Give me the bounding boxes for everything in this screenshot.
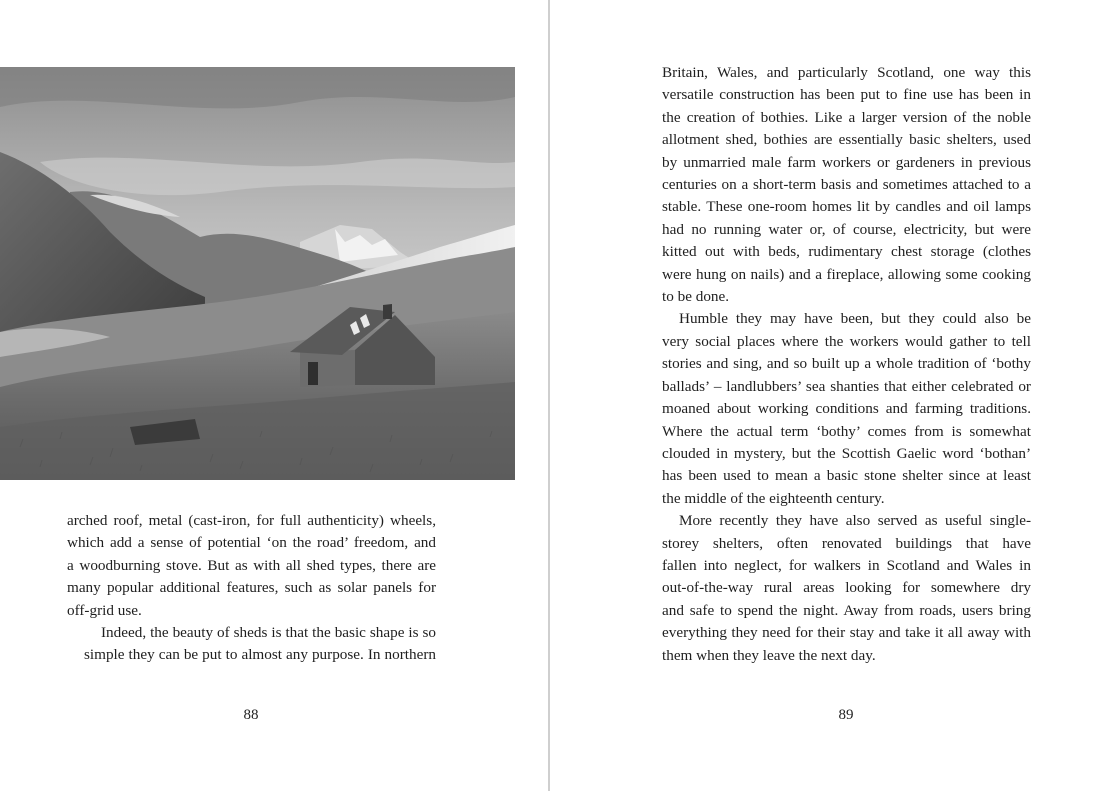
- text-line: them when they leave the next day.: [662, 646, 876, 664]
- book-gutter: [548, 0, 550, 791]
- text-line: and safe to spend the night. Away from roads, users bring: [662, 601, 1031, 619]
- text-line: stable. These one-room homes lit by candles and oil lamps: [662, 198, 1031, 216]
- text-line: allotment shed, bothies are essentially basic shelters, used: [662, 131, 1031, 149]
- text-line: Indeed, the beauty of sheds is that the basic shape is so: [101, 624, 436, 642]
- text-line: fallen into neglect, for walkers in Scotland and Wales in: [662, 556, 1031, 574]
- text-line: Where the actual term ‘bothy’ comes from is somewhat: [662, 422, 1031, 440]
- text-line: has been used to mean a basic stone shelter since at least: [662, 467, 1031, 485]
- text-line: simple they can be put to almost any purpose. In northern: [84, 646, 436, 664]
- text-line: storey shelters, often renovated buildings that have: [662, 534, 1031, 552]
- text-line: the middle of the eighteenth century.: [662, 489, 885, 507]
- text-line: ballads’ – landlubbers’ sea shanties that either celebrated or: [662, 377, 1031, 395]
- bothy-photo: [0, 67, 515, 480]
- text-line: out-of-the-way rural areas looking for somewhere dry: [662, 579, 1031, 597]
- page-number: 89: [838, 707, 854, 723]
- text-line: moaned about working conditions and farming traditions.: [662, 400, 1031, 418]
- text-line: versatile construction has been put to fine use has been in: [662, 86, 1031, 104]
- paragraph: [662, 510, 1031, 667]
- text-line: Humble they may have been, but they could also be: [679, 310, 1031, 328]
- left-page: [0, 0, 548, 791]
- text-line: More recently they have also served as useful single-: [679, 512, 1031, 530]
- paragraph: [67, 622, 436, 667]
- text-line: kitted out with beds, rudimentary chest storage (clothes: [662, 243, 1031, 261]
- text-line: had no running water or, of course, electricity, but were: [662, 220, 1031, 238]
- text-line: clouded in mystery, but the Scottish Gaelic word ‘bothan’: [662, 444, 1031, 462]
- text-line: centuries on a short-term basis and sometimes attached to a: [662, 176, 1031, 194]
- right-page: [551, 0, 1100, 791]
- text-line: which add a sense of potential ‘on the road’ freedom, and: [67, 534, 436, 552]
- text-line: stories and sing, and so built up a whole tradition of ‘bothy: [662, 355, 1031, 373]
- left-body-text: [67, 510, 436, 667]
- paragraph: [662, 308, 1031, 510]
- text-line: everything they need for their stay and take it all away with: [662, 624, 1031, 642]
- text-line: the creation of bothies. Like a larger version of the noble: [662, 108, 1031, 126]
- text-line: to be done.: [662, 288, 730, 306]
- text-line: were hung on nails) and a fireplace, allowing some cooking: [662, 265, 1031, 283]
- text-line: many popular additional features, such as solar panels for: [67, 579, 436, 597]
- text-line: Britain, Wales, and particularly Scotland, one way this: [662, 64, 1031, 81]
- text-line: by unmarried male farm workers or gardeners in previous: [662, 153, 1031, 171]
- text-line: off-grid use.: [67, 601, 142, 619]
- text-line: very social places where the workers would gather to tell: [662, 332, 1031, 350]
- right-body-text: [662, 62, 1031, 667]
- paragraph: [67, 510, 436, 622]
- text-line: arched roof, metal (cast-iron, for full authenticity) wheels,: [67, 512, 436, 529]
- page-number: 88: [243, 707, 259, 723]
- paragraph: [662, 62, 1031, 308]
- text-line: a woodburning stove. But as with all shed types, there are: [67, 556, 436, 574]
